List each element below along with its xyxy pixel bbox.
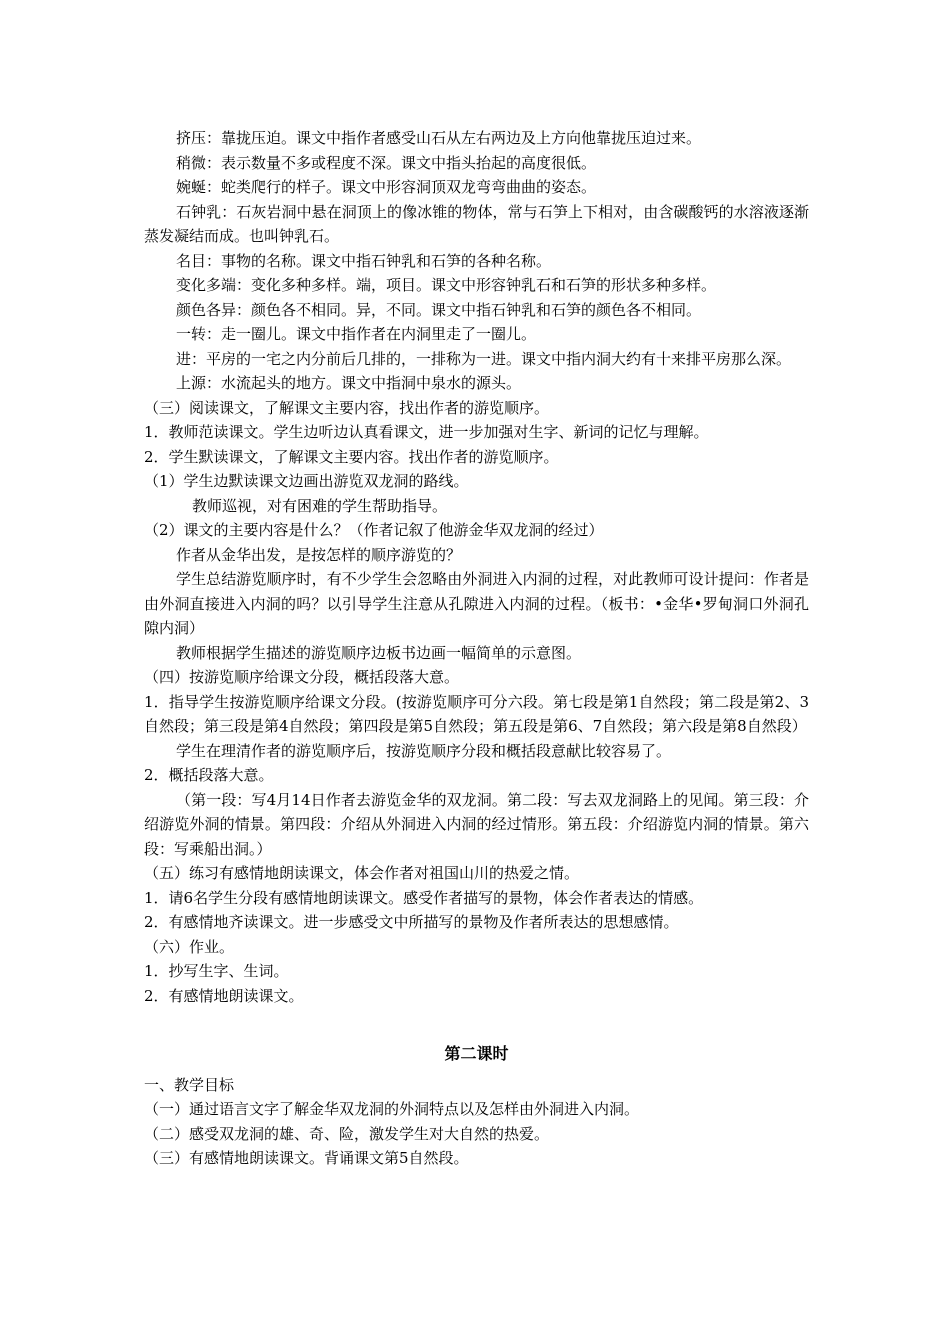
paragraph: 一、教学目标 bbox=[144, 1075, 235, 1094]
paragraph: 一转：走一圈儿。课文中指作者在内洞里走了一圈儿。 bbox=[176, 325, 537, 343]
paragraph: 2．概括段落大意。 bbox=[144, 766, 274, 784]
paragraph: 婉蜒：蛇类爬行的样子。课文中形容洞顶双龙弯弯曲曲的姿态。 bbox=[176, 178, 597, 196]
paragraph: 学生总结游览顺序时，有不少学生会忽略由外洞进入内洞的过程，对此教师可设计提问：作者是由外洞直接进入内洞的吗？以引导学生注意从孔隙进入内洞的过程。（板书：•金华•罗甸洞口外洞孔隙内洞） bbox=[144, 570, 809, 637]
paragraph: （二）感受双龙洞的雄、奇、险，激发学生对大自然的热爱。 bbox=[144, 1124, 550, 1143]
paragraph: （四）按游览顺序给课文分段，概括段落大意。 bbox=[144, 668, 460, 686]
paragraph: 进：平房的一宅之内分前后几排的，一排称为一进。课文中指内洞大约有十来排平房那么深。 bbox=[176, 349, 792, 368]
paragraph: 名目：事物的名称。课文中指石钟乳和石笋的各种名称。 bbox=[176, 251, 552, 270]
teaching-goals bbox=[144, 1073, 809, 1171]
paragraph: 作者从金华出发，是按怎样的顺序游览的？ bbox=[176, 545, 462, 564]
paragraph: （一）通过语言文字了解金华双龙洞的外洞特点以及怎样由外洞进入内洞。 bbox=[144, 1100, 640, 1118]
paragraph: （2）课文的主要内容是什么？（作者记叙了他游金华双龙洞的经过） bbox=[144, 521, 604, 539]
document-page bbox=[144, 126, 809, 1171]
paragraph: 2．学生默读课文，了解课文主要内容。找出作者的游览顺序。 bbox=[144, 447, 559, 466]
paragraph: （第一段：写4月14日作者去游览金华的双龙洞。第二段：写去双龙洞路上的见闻。第三段：介绍游览外洞的情景。第四段：介绍从外洞进入内洞的经过情形。第五段：介绍游览内洞的情景。第六段：写乘船出洞。） bbox=[144, 790, 809, 858]
paragraph: 变化多端：变化多种多样。端，项目。课文中形容钟乳石和石笋的形状多种多样。 bbox=[176, 276, 717, 294]
paragraph: 颜色各异：颜色各不相同。异，不同。课文中指石钟乳和石笋的颜色各不相同。 bbox=[176, 300, 702, 319]
paragraph: 挤压：靠拢压迫。课文中指作者感受山石从左右两边及上方向他靠拢压迫过来。 bbox=[176, 129, 702, 147]
paragraph: 石钟乳：石灰岩洞中悬在洞顶上的像冰锥的物体，常与石笋上下相对，由含碳酸钙的水溶液逐渐蒸发凝结而成。也叫钟乳石。 bbox=[144, 202, 809, 245]
paragraph: 1．教师范读课文。学生边听边认真看课文，进一步加强对生字、新词的记忆与理解。 bbox=[144, 423, 709, 441]
paragraph: 教师巡视，对有困难的学生帮助指导。 bbox=[192, 496, 448, 515]
paragraph: 学生在理清作者的游览顺序后，按游览顺序分段和概括段意献比较容易了。 bbox=[176, 741, 672, 760]
section-title: 第二课时 bbox=[444, 1044, 509, 1063]
paragraph: 稍微：表示数量不多或程度不深。课文中指头抬起的高度很低。 bbox=[176, 153, 597, 172]
paragraph: （三）有感情地朗读课文。背诵课文第5自然段。 bbox=[144, 1149, 469, 1167]
paragraph: 上源：水流起头的地方。课文中指洞中泉水的源头。 bbox=[176, 374, 522, 392]
paragraph: 2．有感情地齐读课文。进一步感受文中所描写的景物及作者所表达的思想感情。 bbox=[144, 913, 679, 931]
paragraph: （六）作业。 bbox=[144, 937, 235, 956]
paragraph: （三）阅读课文，了解课文主要内容，找出作者的游览顺序。 bbox=[144, 398, 550, 417]
paragraph: （五）练习有感情地朗读课文，体会作者对祖国山川的热爱之情。 bbox=[144, 864, 580, 882]
paragraph: 1．指导学生按游览顺序给课文分段。(按游览顺序可分六段。第七段是第1自然段；第二段是第2、3自然段；第三段是第4自然段；第四段是第5自然段；第五段是第6、7自然段；第六段是第8自然段） bbox=[144, 692, 809, 735]
paragraph: 2．有感情地朗读课文。 bbox=[144, 986, 304, 1005]
paragraph: （1）学生边默读课文边画出游览双龙洞的路线。 bbox=[144, 472, 469, 490]
paragraph: 1．请6名学生分段有感情地朗读课文。感受作者描写的景物，体会作者表达的情感。 bbox=[144, 888, 704, 907]
paragraph: 1．抄写生字、生词。 bbox=[144, 962, 289, 980]
lesson-body bbox=[144, 126, 809, 1008]
paragraph: 教师根据学生描述的游览顺序边板书边画一幅简单的示意图。 bbox=[176, 643, 582, 662]
